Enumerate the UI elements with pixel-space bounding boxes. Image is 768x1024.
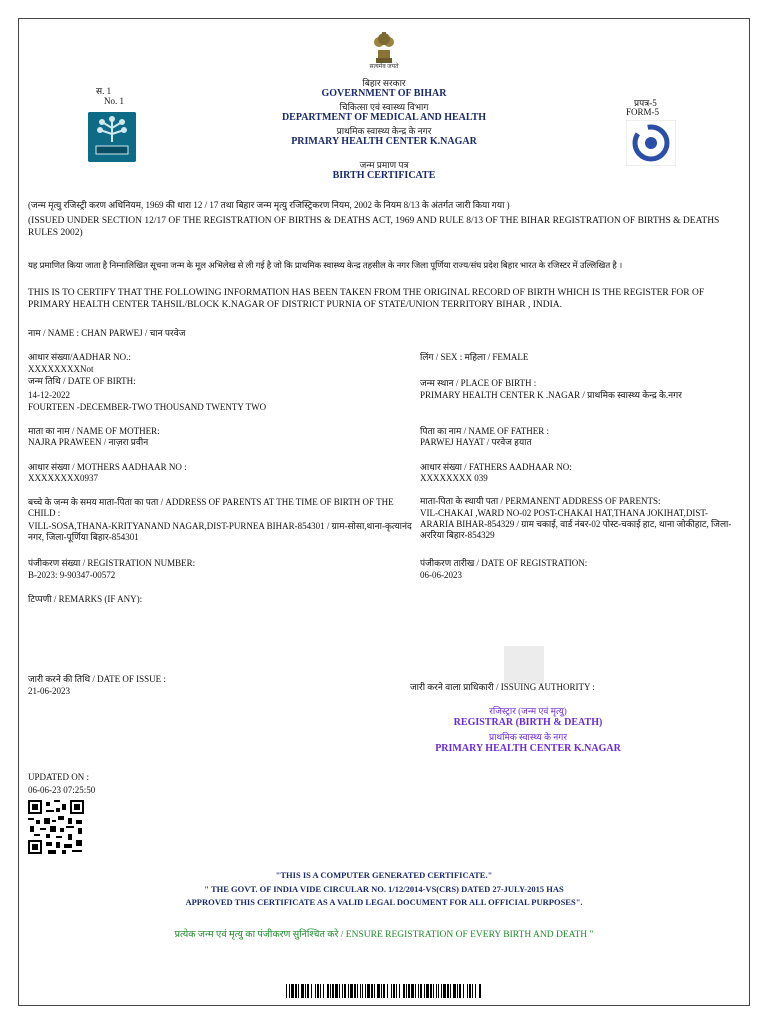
registrar-en: REGISTRAR (BIRTH & DEATH) [453,717,603,728]
serial-hindi: स. 1 [96,86,112,96]
issue-value: 21-06-2023 [28,686,70,696]
state-en: GOVERNMENT OF BIHAR [321,88,447,99]
national-emblem-icon [370,30,398,66]
mother-label: माता का नाम / NAME OF MOTHER: [28,426,160,436]
reg-date-label: पंजीकरण तारीख / DATE OF REGISTRATION: [420,558,588,568]
registration-slogan: प्रत्येक जन्म एवं मृत्यु का पंजीकरण सुनिश्चित करे / ENSURE REGISTRATION OF EVERY BIRTH AND DEATH " [174,930,594,940]
sex-field: लिंग / SEX : महिला / FEMALE [420,352,529,362]
updated-value: 06-06-23 07:25:50 [28,785,96,795]
form-hindi: प्रपत्र-5 [634,98,657,108]
issue-label: जारी करने की तिथि / DATE OF ISSUE : [28,674,166,684]
addr-perm-label: माता-पिता के स्थायी पता / PERMANENT ADDRESS OF PARENTS: [420,496,661,506]
bihar-logo-icon [88,112,136,162]
addr-birth-value: VILL-SOSA,THANA-KRITYANAND NAGAR,DIST-PURNEA BIHAR-854301 / ग्राम-सोसा,थाना-कृत्यानंद नगर, जिला-पूर्णिया बिहार-854301 [28,521,412,542]
father-label: पिता का नाम / NAME OF FATHER : [420,426,549,436]
barcode-icon [286,984,482,998]
father-aadhaar-value: XXXXXXXX 039 [420,473,488,483]
center-en: PRIMARY HEALTH CENTER K.NAGAR [291,136,477,147]
registrar-hindi: रजिस्ट्रार (जन्म एवं मृत्यु) [489,706,567,716]
father-value: PARWEJ HAYAT / परवेज हयात [420,437,532,447]
act-en: (ISSUED UNDER SECTION 12/17 OF THE REGISTRATION OF BIRTHS & DEATHS ACT, 1969 AND RULE 8/13 OF THE BIHAR REGISTRATION OF BIRTHS & DEATHS RULES 2002) [28,216,720,238]
addr-perm-value: VIL-CHAKAI ,WARD NO-02 POST-CHAKAI HAT,THANA JOKIHAT,DIST-ARARIA BIHAR-854329 / ग्राम चकाई, वार्ड नंबर-02 पोस्ट-चकाई हाट, थाना जोकीहाट, जिला-अररिया बिहार-854329 [420,508,732,540]
mother-aadhaar-label: आधार संख्या / MOTHERS AADHAAR NO : [28,462,187,472]
certify-hindi: यह प्रमाणित किया जाता है निम्नालिखित सूचना जन्म के मूल अभिलेख से ली गई है जो कि प्राथमिक स्वास्थ्य केन्द्र तहसील के नगर जिला पूर्णिया राज्य/संघ प्रदेश बिहार भारत के रजिस्टर में उल्लिखित है । [28,260,623,270]
form-en: FORM-5 [626,107,660,117]
father-aadhaar-label: आधार संख्या / FATHERS AADHAAR NO: [420,462,572,472]
reg-no-label: पंजीकरण संख्या / REGISTRATION NUMBER: [28,558,196,568]
mother-aadhaar-value: XXXXXXXX0937 [28,473,98,483]
authority-center-hindi: प्राथमिक स्वास्थ्य के नगर [488,732,568,742]
dob-label: जन्म तिथि / DATE OF BIRTH: [28,376,136,386]
dob-words: FOURTEEN -DECEMBER-TWO THOUSAND TWENTY TWO [28,402,267,412]
dept-en: DEPARTMENT OF MEDICAL AND HEALTH [281,112,487,123]
crs-logo-icon [626,120,676,166]
emblem-caption: सत्यमेव जयते [369,64,399,70]
pob-label: जन्म स्थान / PLACE OF BIRTH : [420,378,537,388]
serial-en: No. 1 [104,96,124,106]
aadhar-value: XXXXXXXXNot [28,364,94,374]
certify-en: THIS IS TO CERTIFY THAT THE FOLLOWING INFORMATION HAS BEEN TAKEN FROM THE ORIGINAL RECORD OF BIRTH WHICH IS THE REGISTER FOR OF PRIMARY HEALTH CENTER TAHSIL/BLOCK K.NAGAR OF DISTRICT PURNIA OF STATE/UNION TERRITORY BIHAR , INDIA. [28,288,705,310]
footer-line-2: " THE GOVT. OF INDIA VIDE CIRCULAR NO. 1/12/2014-VS(CRS) DATED 27-JULY-2015 HAS [204,884,564,894]
cert-title-hindi: जन्म प्रमाण पत्र [359,160,409,170]
addr-birth-label: बच्चे के जन्म के समय माता-पिता का पता / ADDRESS OF PARENTS AT THE TIME OF BIRTH OF THE CHILD : [28,497,394,518]
state-hindi: बिहार सरकार [362,78,406,88]
child-name: नाम / NAME : CHAN PARWEJ / चान परवेज [28,328,186,338]
dept-hindi: चिकित्सा एवं स्वास्थ्य विभाग [339,102,429,112]
updated-label: UPDATED ON : [28,772,90,782]
reg-no-value: B-2023: 9-90347-00572 [28,570,116,580]
authority-center-en: PRIMARY HEALTH CENTER K.NAGAR [435,743,621,754]
remarks-label: टिप्पणी / REMARKS (IF ANY): [28,594,143,604]
center-hindi: प्राथमिक स्वास्थ्य केन्द्र के नगर [336,126,432,136]
authority-label: जारी करने वाला प्राधिकारी / ISSUING AUTHORITY : [410,682,595,692]
reg-date-value: 06-06-2023 [420,570,462,580]
aadhar-label: आधार संख्या/AADHAR NO.: [28,352,131,362]
pob-value: PRIMARY HEALTH CENTER K .NAGAR / प्राथमिक स्वास्थ्य केन्द्र के.नगर [420,390,682,400]
qr-code-icon [28,800,84,854]
cert-title-en: BIRTH CERTIFICATE [332,170,436,181]
dob-value: 14-12-2022 [28,390,70,400]
footer-line-1: "THIS IS A COMPUTER GENERATED CERTIFICATE." [275,870,493,880]
mother-value: NAJRA PRAWEEN / नाज़रा प्रवीन [28,437,149,447]
footer-line-3: APPROVED THIS CERTIFICATE AS A VALID LEGAL DOCUMENT FOR ALL OFFICIAL PURPOSES". [185,897,583,907]
signature-placeholder [504,646,544,684]
act-hindi: (जन्म मृत्यु रजिस्ट्री करण अधिनियम, 1969 की धारा 12 / 17 तथा बिहार जन्म मृत्यु रजिस्ट्रिकरण नियम, 2002 के नियम 8/13 के अंतर्गत जारी किया गया ) [28,200,510,210]
